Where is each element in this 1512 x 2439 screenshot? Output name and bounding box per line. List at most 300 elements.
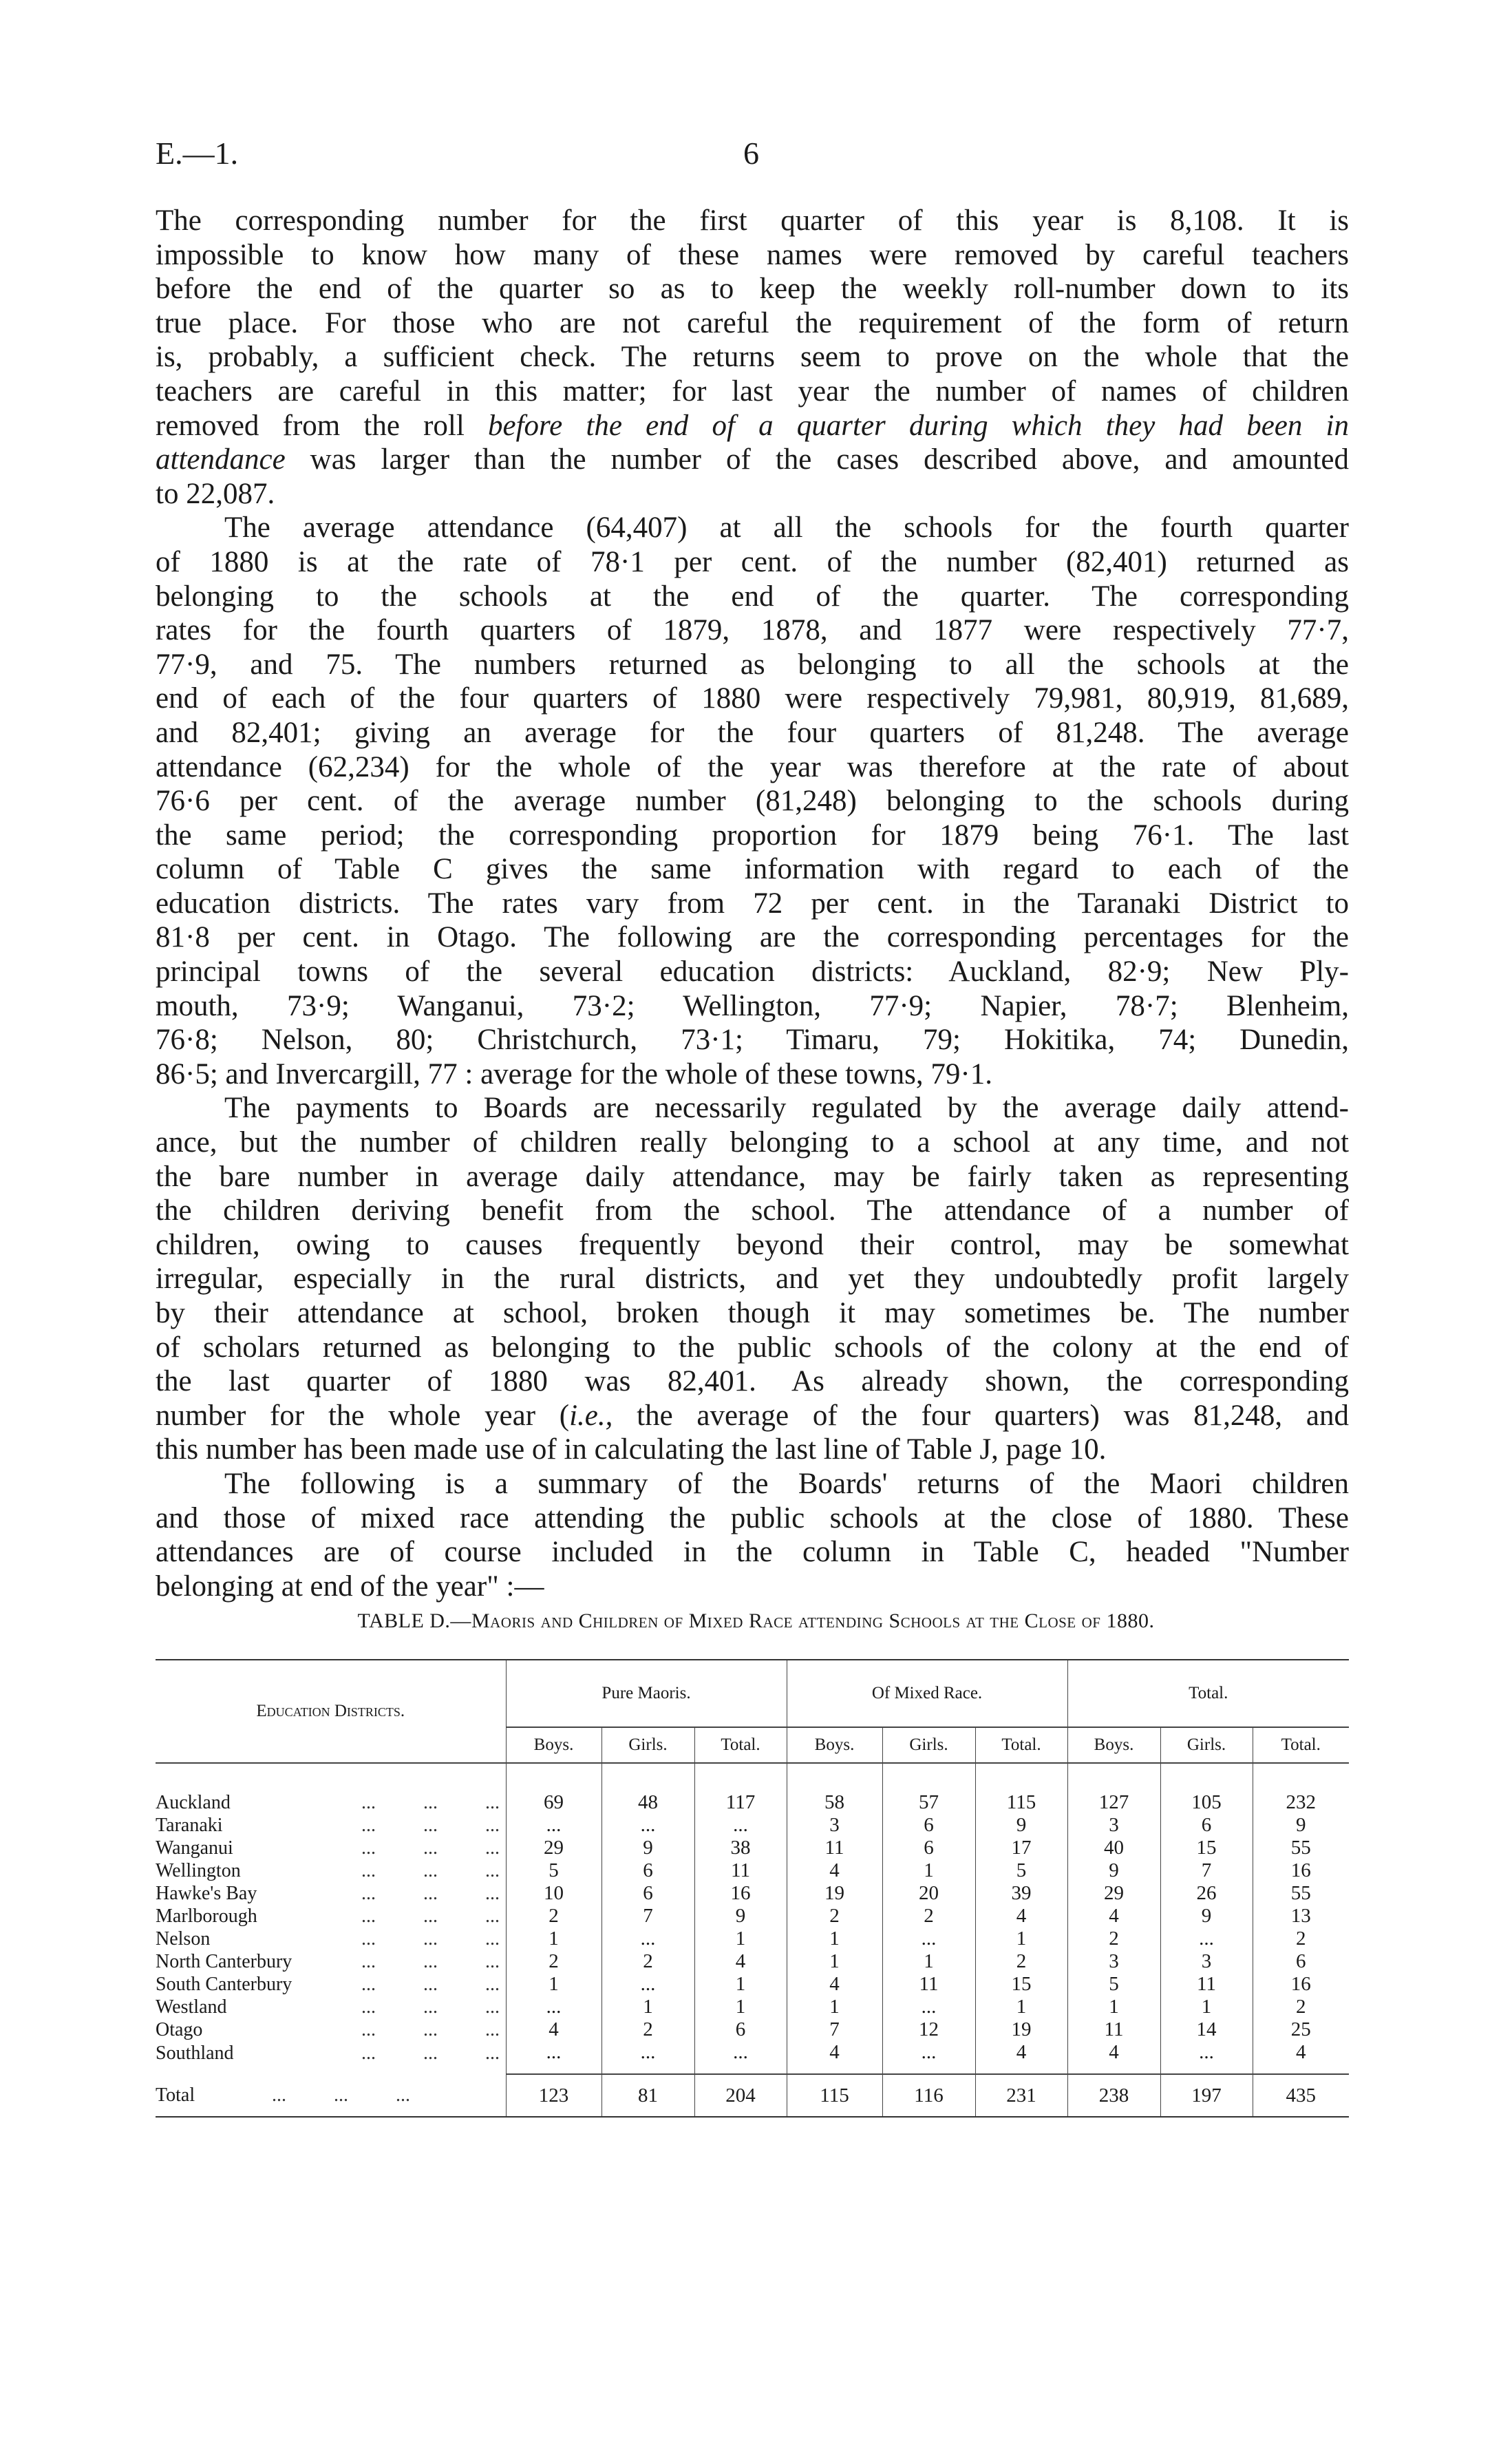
value-cell: 1 (1160, 1996, 1253, 2018)
group-header-pure-maoris: Pure Maoris. (506, 1660, 787, 1727)
text-line (156, 272, 1349, 306)
leader-dots: ... (361, 2019, 376, 2040)
group-header-mixed-race: Of Mixed Race. (787, 1660, 1067, 1727)
value-cell: 9 (1160, 1905, 1253, 1928)
value-cell: 2 (882, 1905, 975, 1928)
column-subheader: Total. (694, 1727, 787, 1763)
text-segment: 76·6 per cent. of the average number (81,248) belonging to the schools during (156, 785, 1349, 818)
leader-dots: ... (485, 1860, 500, 1881)
value-cell: ... (601, 1814, 694, 1837)
text-line (156, 238, 1349, 273)
text-segment: mouth, 73·9; Wanganui, 73·2; Wellington, 77·9; Napier, 78·7; Blenheim, (156, 989, 1349, 1022)
italic-text: i.e., (569, 1399, 613, 1432)
value-cell: 2 (787, 1905, 882, 1928)
leader-dots: ... (361, 1951, 376, 1972)
value-cell: 19 (787, 1882, 882, 1905)
table-row (156, 1928, 1349, 1950)
paragraph (156, 1467, 1349, 1603)
column-subheader: Boys. (1067, 1727, 1160, 1763)
value-cell: 3 (1067, 1814, 1160, 1837)
value-cell: 197 (1160, 2074, 1253, 2117)
leader-dots: ... (485, 2042, 500, 2064)
column-subheader: Boys. (506, 1727, 601, 1763)
table-row (156, 1814, 1349, 1837)
value-cell: 2 (601, 2018, 694, 2041)
value-cell: 7 (601, 1905, 694, 1928)
table-row (156, 1973, 1349, 1996)
value-cell: 3 (1160, 1950, 1253, 1973)
value-cell: 29 (506, 1837, 601, 1859)
district-name: Marlborough (156, 1905, 257, 1927)
value-cell: 123 (506, 2074, 601, 2117)
text-line (156, 613, 1349, 648)
leader-dots: ... (485, 2019, 500, 2040)
value-cell: 9 (975, 1814, 1067, 1837)
document-code: E.—1. (156, 136, 239, 171)
district-name: Taranaki (156, 1815, 223, 1836)
leader-dots: ... (423, 1860, 438, 1881)
text-line (156, 920, 1349, 955)
leader-dots: ... (361, 1860, 376, 1881)
value-cell: ... (601, 2041, 694, 2074)
value-cell: 5 (975, 1859, 1067, 1882)
text-line (156, 682, 1349, 716)
leader-dots: ... (423, 1996, 438, 2018)
district-cell (156, 1814, 506, 1837)
column-subheader: Total. (975, 1727, 1067, 1763)
district-name: Nelson (156, 1928, 211, 1950)
text-line (156, 1296, 1349, 1331)
italic-text: before the end of a quarter during which they had been in (488, 409, 1349, 442)
value-cell: 6 (601, 1882, 694, 1905)
text-segment: the last quarter of 1880 was 82,401. As already shown, the corresponding (156, 1365, 1349, 1398)
table-row (156, 1882, 1349, 1905)
leader-dots: ... (423, 1837, 438, 1859)
leader-dots: ... (423, 1815, 438, 1836)
value-cell: 14 (1160, 2018, 1253, 2041)
value-cell: ... (601, 1928, 694, 1950)
value-cell: 4 (787, 1973, 882, 1996)
value-cell: 11 (1067, 2018, 1160, 2041)
text-line (156, 1160, 1349, 1194)
value-cell: 81 (601, 2074, 694, 2117)
district-name: Westland (156, 1996, 227, 2018)
value-cell: 13 (1253, 1905, 1349, 1928)
value-cell: 115 (787, 2074, 882, 2117)
district-name: Southland (156, 2042, 234, 2064)
value-cell: 1 (975, 1996, 1067, 2018)
text-segment: 77·9, and 75. The numbers returned as belonging to all the schools at the (156, 648, 1349, 681)
leader-dots: ... (361, 2042, 376, 2064)
value-cell: ... (694, 2041, 787, 2074)
value-cell: ... (506, 2041, 601, 2074)
district-cell (156, 1973, 506, 1996)
leader-dots: ... (485, 1905, 500, 1927)
district-name: South Canterbury (156, 1974, 292, 1995)
value-cell: 4 (975, 1905, 1067, 1928)
district-cell (156, 1950, 506, 1973)
leader-dots: ... (485, 1792, 500, 1813)
value-cell: 4 (1067, 1905, 1160, 1928)
table-row (156, 1763, 1349, 1814)
value-cell: 105 (1160, 1763, 1253, 1814)
value-cell: 15 (975, 1973, 1067, 1996)
leader-dots: ... (423, 1974, 438, 1995)
value-cell: 232 (1253, 1763, 1349, 1814)
text-segment: The average attendance (64,407) at all the schools for the fourth quarter (224, 511, 1349, 545)
text-line (156, 1023, 1349, 1057)
text-segment: of scholars returned as belonging to the public schools of the colony at the end of (156, 1331, 1349, 1364)
text-line (156, 1467, 1349, 1501)
district-name: Wanganui (156, 1837, 233, 1859)
text-segment: belonging to the schools at the end of the quarter. The corresponding (156, 580, 1349, 613)
text-line (156, 1399, 1349, 1433)
table-row (156, 1859, 1349, 1882)
leader-dots: ... (485, 1996, 500, 2018)
leader-dots: ... (423, 2042, 438, 2064)
value-cell: 2 (975, 1950, 1067, 1973)
value-cell: ... (506, 1996, 601, 2018)
value-cell: 1 (694, 1996, 787, 2018)
value-cell: ... (882, 1996, 975, 2018)
value-cell: 6 (1253, 1950, 1349, 1973)
value-cell: 48 (601, 1763, 694, 1814)
text-segment: rates for the fourth quarters of 1879, 1878, and 1877 were respectively 77·7, (156, 614, 1349, 647)
text-segment: The following is a summary of the Boards' returns of the Maori children (224, 1467, 1349, 1500)
district-cell (156, 1905, 506, 1928)
column-subheader: Girls. (882, 1727, 975, 1763)
leader-dots: ... (396, 2084, 410, 2106)
district-name: Otago (156, 2019, 203, 2040)
district-cell (156, 2074, 506, 2117)
value-cell: 7 (1160, 1859, 1253, 1882)
value-cell: 2 (601, 1950, 694, 1973)
value-cell: 116 (882, 2074, 975, 2117)
text-line (156, 1262, 1349, 1296)
leader-dots: ... (423, 1792, 438, 1813)
leader-dots: ... (485, 1974, 500, 1995)
text-segment: teachers are careful in this matter; for last year the number of names of children (156, 374, 1349, 408)
district-cell (156, 1837, 506, 1859)
leader-dots: ... (361, 1928, 376, 1950)
text-segment: was larger than the number of the cases described above, and amounted (285, 443, 1349, 476)
text-segment: the bare number in average daily attendance, may be fairly taken as representing (156, 1160, 1349, 1193)
value-cell: 4 (694, 1950, 787, 1973)
table-title-text: Maoris and Children of Mixed Race attending Schools at the Close of 1880. (471, 1609, 1155, 1632)
text-line (156, 306, 1349, 341)
value-cell: 231 (975, 2074, 1067, 2117)
table-title-prefix: TABLE D.— (357, 1609, 471, 1632)
text-segment: impossible to know how many of these names were removed by careful teachers (156, 238, 1349, 271)
text-line (156, 340, 1349, 374)
text-line (156, 443, 1349, 477)
text-segment: the same period; the corresponding proportion for 1879 being 76·1. The last (156, 819, 1349, 852)
text-segment: 86·5; and Invercargill, 77 : average for the whole of these towns, 79·1. (156, 1057, 992, 1090)
leader-dots: ... (485, 1837, 500, 1859)
value-cell: 1 (506, 1928, 601, 1950)
value-cell: 5 (506, 1859, 601, 1882)
value-cell: 1 (882, 1859, 975, 1882)
text-segment: children, owing to causes frequently beyond their control, may be somewhat (156, 1228, 1349, 1261)
text-line (156, 204, 1349, 238)
text-segment: number for the whole year ( (156, 1399, 570, 1432)
leader-dots: ... (423, 1928, 438, 1950)
text-segment: the children deriving benefit from the school. The attendance of a number of (156, 1194, 1349, 1227)
text-line (156, 580, 1349, 614)
text-segment: column of Table C gives the same information with regard to each of the (156, 853, 1349, 886)
value-cell: 204 (694, 2074, 787, 2117)
table-row (156, 1950, 1349, 1973)
district-cell (156, 2041, 506, 2074)
text-line (156, 1364, 1349, 1399)
value-cell: 2 (1253, 1928, 1349, 1950)
value-cell: 1 (787, 1996, 882, 2018)
leader-dots: ... (361, 1974, 376, 1995)
district-cell (156, 1763, 506, 1814)
leader-dots: ... (361, 1883, 376, 1904)
group-header-total: Total. (1067, 1660, 1349, 1727)
value-cell: 3 (787, 1814, 882, 1837)
value-cell: 117 (694, 1763, 787, 1814)
value-cell: 55 (1253, 1882, 1349, 1905)
value-cell: 16 (694, 1882, 787, 1905)
text-line (156, 887, 1349, 921)
value-cell: 58 (787, 1763, 882, 1814)
value-cell: 3 (1067, 1950, 1160, 1973)
value-cell: ... (601, 1973, 694, 1996)
text-line (156, 819, 1349, 853)
text-line (156, 852, 1349, 887)
italic-text: attendance (156, 443, 286, 476)
value-cell: 6 (882, 1814, 975, 1837)
text-segment: ance, but the number of children really belonging to a school at any time, and not (156, 1126, 1349, 1159)
column-subheader: Girls. (1160, 1727, 1253, 1763)
text-line (156, 1535, 1349, 1570)
column-header-districts: Education Districts. (156, 1660, 506, 1763)
text-line (156, 374, 1349, 409)
column-subheader: Girls. (601, 1727, 694, 1763)
table-d (156, 1659, 1349, 2118)
value-cell: ... (1160, 2041, 1253, 2074)
text-line (156, 545, 1349, 580)
value-cell: 15 (1160, 1837, 1253, 1859)
value-cell: 238 (1067, 2074, 1160, 2117)
value-cell: 5 (1067, 1973, 1160, 1996)
column-subheader: Total. (1253, 1727, 1349, 1763)
value-cell: 6 (694, 2018, 787, 2041)
value-cell: 9 (1067, 1859, 1160, 1882)
text-segment: 76·8; Nelson, 80; Christchurch, 73·1; Timaru, 79; Hokitika, 74; Dunedin, (156, 1024, 1349, 1057)
district-name: Total (156, 2084, 195, 2106)
text-line (156, 784, 1349, 819)
value-cell: 4 (1067, 2041, 1160, 2074)
table-row (156, 1996, 1349, 2018)
leader-dots: ... (485, 1815, 500, 1836)
value-cell: 7 (787, 2018, 882, 2041)
text-segment: removed from the roll (156, 409, 489, 442)
text-line (156, 750, 1349, 785)
value-cell: ... (1160, 1928, 1253, 1950)
value-cell: 2 (1253, 1996, 1349, 2018)
text-line (156, 477, 1349, 511)
district-cell (156, 1882, 506, 1905)
text-segment: the average of the four quarters) was 81,248, and (613, 1399, 1349, 1432)
value-cell: 57 (882, 1763, 975, 1814)
value-cell: 4 (787, 2041, 882, 2074)
value-cell: 40 (1067, 1837, 1160, 1859)
value-cell: 19 (975, 2018, 1067, 2041)
text-line (156, 511, 1349, 545)
leader-dots: ... (361, 1815, 376, 1836)
value-cell: ... (506, 1814, 601, 1837)
paragraph (156, 1091, 1349, 1467)
paragraph (156, 511, 1349, 1091)
district-cell (156, 1996, 506, 2018)
value-cell: 69 (506, 1763, 601, 1814)
district-name: Wellington (156, 1860, 241, 1881)
text-segment: of 1880 is at the rate of 78·1 per cent. of the number (82,401) returned as (156, 545, 1349, 578)
district-name: Auckland (156, 1792, 231, 1813)
column-subheader: Boys. (787, 1727, 882, 1763)
district-cell (156, 2018, 506, 2041)
value-cell: 16 (1253, 1859, 1349, 1882)
value-cell: 2 (506, 1950, 601, 1973)
text-line (156, 1126, 1349, 1160)
value-cell: 9 (601, 1837, 694, 1859)
value-cell: 1 (787, 1928, 882, 1950)
district-name: Hawke's Bay (156, 1883, 257, 1904)
text-line (156, 1091, 1349, 1126)
value-cell: 39 (975, 1882, 1067, 1905)
leader-dots: ... (361, 1905, 376, 1927)
text-segment: and those of mixed race attending the public schools at the close of 1880. These (156, 1501, 1349, 1534)
value-cell: 127 (1067, 1763, 1160, 1814)
text-segment: by their attendance at school, broken though it may sometimes be. The number (156, 1297, 1349, 1329)
leader-dots: ... (423, 1883, 438, 1904)
value-cell: 4 (975, 2041, 1067, 2074)
text-segment: this number has been made use of in calculating the last line of Table J, page 10. (156, 1433, 1107, 1466)
leader-dots: ... (361, 1837, 376, 1859)
leader-dots: ... (485, 1928, 500, 1950)
value-cell: 1 (694, 1973, 787, 1996)
text-line (156, 1228, 1349, 1263)
value-cell: 11 (787, 1837, 882, 1859)
text-line (156, 648, 1349, 682)
text-line (156, 1194, 1349, 1228)
value-cell: 6 (1160, 1814, 1253, 1837)
value-cell: ... (882, 1928, 975, 1950)
leader-dots: ... (423, 1951, 438, 1972)
value-cell: 1 (601, 1996, 694, 2018)
text-segment: 81·8 per cent. in Otago. The following are the corresponding percentages for the (156, 921, 1349, 954)
value-cell: 11 (882, 1973, 975, 1996)
value-cell: 4 (506, 2018, 601, 2041)
text-line (156, 716, 1349, 750)
text-line (156, 1057, 1349, 1092)
value-cell: 1 (787, 1950, 882, 1973)
leader-dots: ... (485, 1883, 500, 1904)
text-line (156, 989, 1349, 1024)
leader-dots: ... (334, 2084, 348, 2106)
paragraph (156, 204, 1349, 511)
value-cell: 2 (1067, 1928, 1160, 1950)
value-cell: 25 (1253, 2018, 1349, 2041)
value-cell: 55 (1253, 1837, 1349, 1859)
value-cell: 6 (601, 1859, 694, 1882)
value-cell: 2 (506, 1905, 601, 1928)
district-cell (156, 1928, 506, 1950)
value-cell: ... (694, 1814, 787, 1837)
text-segment: principal towns of the several education districts: Auckland, 82·9; New Ply- (156, 955, 1349, 989)
table-row (156, 2041, 1349, 2074)
text-line (156, 955, 1349, 989)
value-cell: 115 (975, 1763, 1067, 1814)
value-cell: 4 (1253, 2041, 1349, 2074)
value-cell: 1 (975, 1928, 1067, 1950)
text-segment: irregular, especially in the rural districts, and yet they undoubtedly profit largely (156, 1263, 1349, 1296)
text-segment: to 22,087. (156, 477, 275, 510)
value-cell: ... (882, 2041, 975, 2074)
total-row (156, 2074, 1349, 2117)
value-cell: 17 (975, 1837, 1067, 1859)
text-segment: true place. For those who are not careful the requirement of the form of return (156, 306, 1349, 339)
value-cell: 4 (787, 1859, 882, 1882)
value-cell: 1 (694, 1928, 787, 1950)
text-segment: end of each of the four quarters of 1880 were respectively 79,981, 80,919, 81,689, (156, 682, 1349, 715)
value-cell: 29 (1067, 1882, 1160, 1905)
value-cell: 9 (694, 1905, 787, 1928)
value-cell: 26 (1160, 1882, 1253, 1905)
value-cell: 1 (506, 1973, 601, 1996)
body-text (156, 204, 1349, 1603)
value-cell: 16 (1253, 1973, 1349, 1996)
text-line (156, 1331, 1349, 1365)
text-segment: is, probably, a sufficient check. The returns seem to prove on the whole that the (156, 341, 1349, 374)
text-line (156, 1433, 1349, 1467)
value-cell: 11 (1160, 1973, 1253, 1996)
value-cell: 1 (882, 1950, 975, 1973)
table-row (156, 1905, 1349, 1928)
value-cell: 38 (694, 1837, 787, 1859)
leader-dots: ... (361, 1792, 376, 1813)
leader-dots: ... (361, 1996, 376, 2018)
district-name: North Canterbury (156, 1951, 292, 1972)
table-row (156, 2018, 1349, 2041)
text-segment: and 82,401; giving an average for the four quarters of 81,248. The average (156, 716, 1349, 749)
value-cell: 20 (882, 1882, 975, 1905)
text-segment: attendances are of course included in the column in Table C, headed "Number (156, 1536, 1349, 1569)
table-title (0, 1609, 1512, 1633)
value-cell: 12 (882, 2018, 975, 2041)
text-segment: The corresponding number for the first quarter of this year is 8,108. It is (156, 204, 1349, 237)
text-segment: belonging at end of the year" :— (156, 1570, 544, 1603)
leader-dots: ... (423, 1905, 438, 1927)
value-cell: 9 (1253, 1814, 1349, 1837)
value-cell: 10 (506, 1882, 601, 1905)
value-cell: 435 (1253, 2074, 1349, 2117)
district-cell (156, 1859, 506, 1882)
leader-dots: ... (272, 2084, 286, 2106)
table-row (156, 1837, 1349, 1859)
text-line (156, 1570, 1349, 1604)
text-segment: before the end of the quarter so as to keep the weekly roll-number down to its (156, 273, 1349, 306)
leader-dots: ... (423, 2019, 438, 2040)
text-segment: The payments to Boards are necessarily regulated by the average daily attend- (224, 1092, 1349, 1125)
text-line (156, 409, 1349, 443)
text-line (156, 1501, 1349, 1536)
text-segment: education districts. The rates vary from 72 per cent. in the Taranaki District to (156, 887, 1349, 920)
text-segment: attendance (62,234) for the whole of the year was therefore at the rate of about (156, 750, 1349, 783)
